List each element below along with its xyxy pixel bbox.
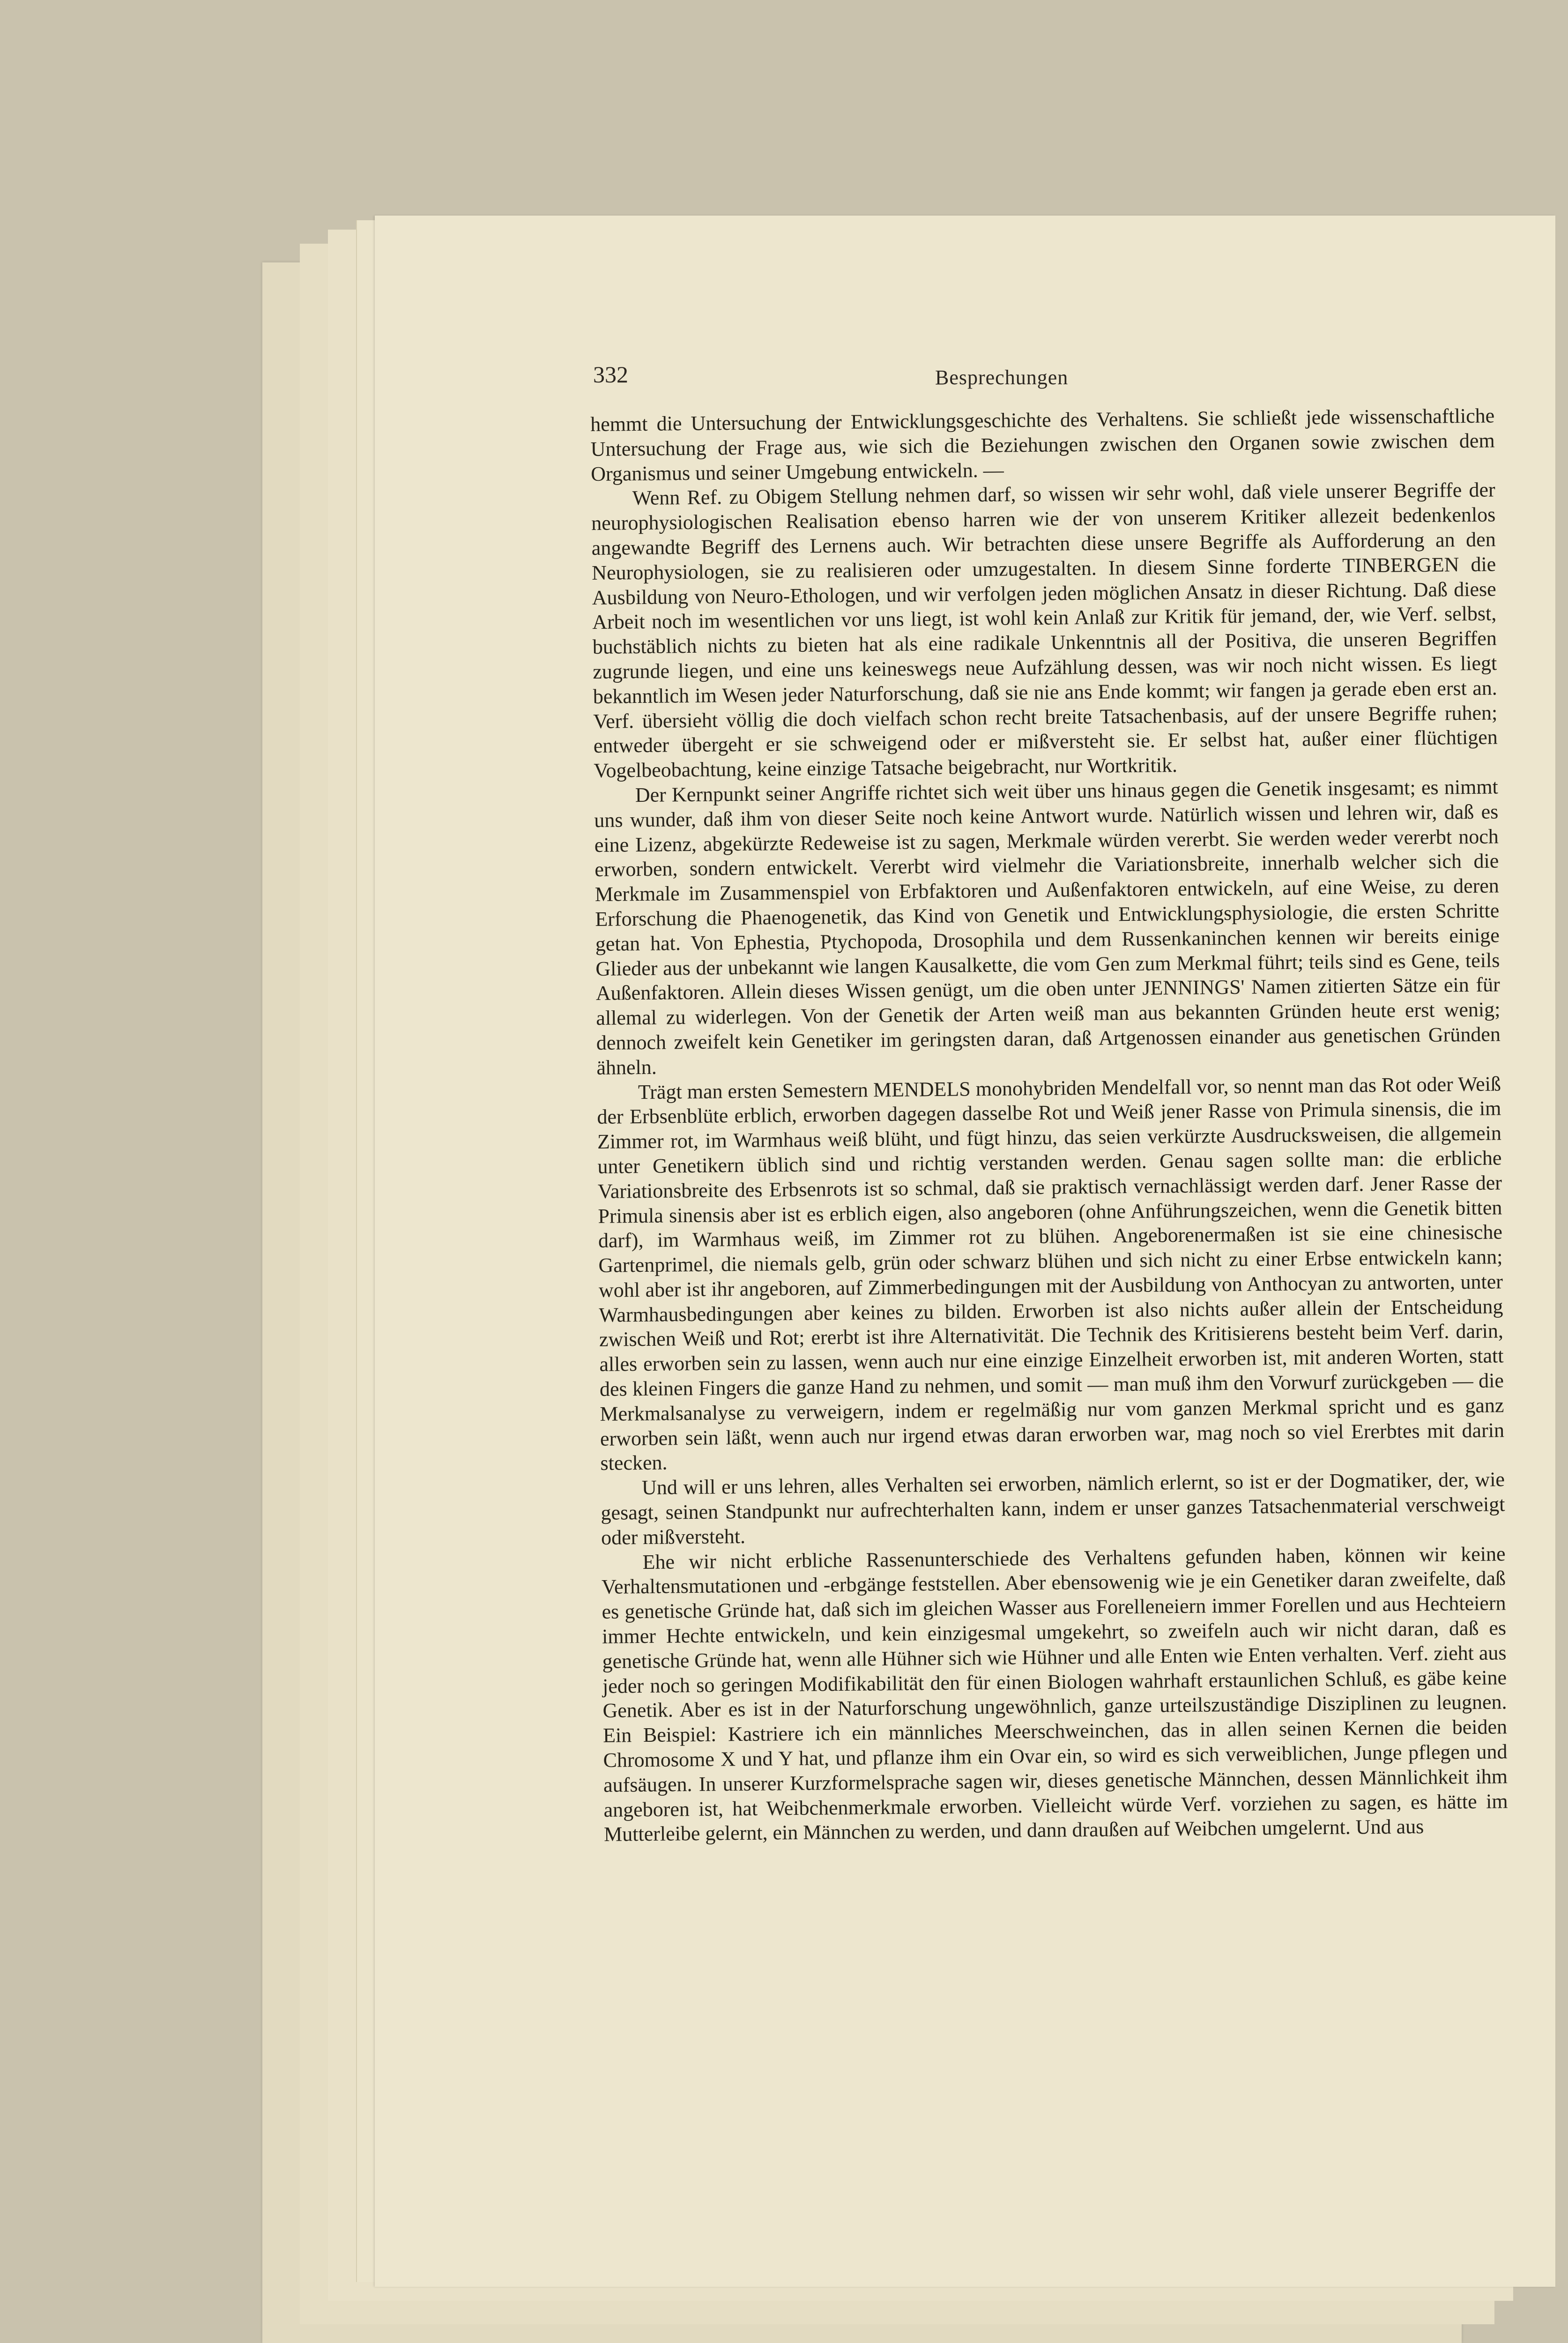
running-head: Besprechungen (935, 366, 1069, 389)
paragraph: Trägt man ersten Semestern MENDELS monohybriden Mendelfall vor, so nennt man das Rot oder Weiß der Erbsenblüte erblich, erworben dagegen dasselbe Rot und Weiß jener Rasse von Primula sinensis, die im Zimmer rot, im Warmhaus weiß blüht, und fügt hinzu, das seien verkürzte Ausdrucksweisen, die allgemein unter Genetikern üblich sind und richtig verstanden werden. Genau sagen sollte man: die erbliche Variationsbreite des Erbsenrots ist so schmal, daß sie praktisch vernachlässigt werden darf. Jener Rasse der Primula sinensis aber ist es erblich eigen, also angeboren (ohne Anführungszeichen, wenn die Genetik bitten darf), im Warmhaus weiß, im Zimmer rot zu blühen. Angeborenermaßen ist sie eine chinesische Gartenprimel, die niemals gelb, grün oder schwarz blühen und sich nicht zu einer Erbse entwickeln kann; wohl aber ist ihr angeboren, auf Zimmerbedingungen mit der Ausbildung von Anthocyan zu antworten, unter Warmhausbedingungen aber keines zu bilden. Erworben ist also nichts außer allein der Entscheidung zwischen Weiß und Rot; ererbt ist ihre Alternativität. Die Technik des Kritisierens besteht beim Verf. darin, alles erworben sein zu lassen, wenn auch nur eine einzige Einzelheit erworben ist, mit anderen Worten, statt des kleinen Fingers die ganze Hand zu nehmen, und somit — man muß ihm den Vorwurf zurückgeben — die Merkmalsanalyse zu verweigern, indem er regelmäßig nur vom ganzen Merkmal spricht und es ganz erworben sein läßt, wenn auch nur irgend etwas daran erworben war, mag noch so viel Ererbtes mit darin stecken. (597, 1072, 1505, 1475)
page-number: 332 (593, 361, 628, 388)
paragraph: Der Kernpunkt seiner Angriffe richtet sich weit über uns hinaus gegen die Genetik insgesamt; es nimmt uns wunder, daß ihm von dieser Seite noch keine Antwort wurde. Natürlich wissen und lehren wir, daß es eine Lizenz, abgekürzte Redeweise ist zu sagen, Merkmale würden vererbt. Sie werden weder vererbt noch erworben, sondern entwickelt. Vererbt wird vielmehr die Variationsbreite, innerhalb welcher sich die Merkmale im Zusammenspiel von Erbfaktoren und Außenfaktoren entwickeln, auf eine Weise, zu deren Erforschung die Phaenogenetik, das Kind von Genetik und Entwicklungsphysiologie, die ersten Schritte getan hat. Von Ephestia, Ptychopoda, Drosophila und dem Russenkaninchen kennen wir bereits einige Glieder aus der unbekannt wie langen Kausalkette, die vom Gen zum Merkmal führt; teils sind es Gene, teils Außenfaktoren. Allein dieses Wissen genügt, um die oben unter JENNINGS' Namen zitierten Sätze ein für allemal zu widerlegen. Von der Genetik der Arten weiß man aus bekannten Gründen heute erst wenig; dennoch zweifelt kein Genetiker im geringsten daran, daß Artgenossen einander aus genetischen Gründen ähneln. (594, 775, 1501, 1079)
paragraph: hemmt die Untersuchung der Entwicklungsgeschichte des Verhaltens. Sie schließt jede wissenschaftliche Untersuchung der Frage aus, wie sich die Beziehungen zwischen den Organen sowie zwischen dem Organismus und seiner Umgebung entwickeln. — (590, 404, 1495, 485)
paragraph: Und will er uns lehren, alles Verhalten sei erworben, nämlich erlernt, so ist er der Dogmatiker, der, wie gesagt, seinen Standpunkt nur aufrechterhalten kann, indem er unser ganzes Tatsachenmaterial verschweigt oder mißversteht. (601, 1468, 1505, 1549)
book-page (375, 216, 1555, 2287)
paragraph: Wenn Ref. zu Obigem Stellung nehmen darf, so wissen wir sehr wohl, daß viele unserer Begriffe der neurophysiologischen Realisation ebenso harren wie der von unserem Kritiker allezeit bedenkenlos angewandte Begriff des Lernens auch. Wir betrachten diese unsere Begriffe als Aufforderung an den Neurophysiologen, sie zu realisieren oder umzugestalten. In diesem Sinne forderte TINBERGEN die Ausbildung von Neuro-Ethologen, und wir verfolgen jeden möglichen Ansatz in dieser Richtung. Daß diese Arbeit noch im wesentlichen vor uns liegt, ist wohl kein Anlaß zur Kritik für jemand, der, wie Verf. selbst, buchstäblich nichts zu bieten hat als eine radikale Unkenntnis all der Positiva, die unseren Begriffen zugrunde liegen, und eine uns keineswegs neue Aufzählung dessen, was wir noch nicht wissen. Es liegt bekanntlich im Wesen jeder Naturforschung, daß sie nie ans Ende kommt; wir fangen ja gerade eben erst an. Verf. übersieht völlig die doch vielfach schon recht breite Tatsachenbasis, auf der unsere Begriffe ruhen; entweder übergeht er sie schweigend oder er mißversteht sie. Er selbst hat, außer einer flüchtigen Vogelbeobachtung, keine einzige Tatsache beigebracht, nur Wortkritik. (591, 478, 1498, 783)
paragraph: Ehe wir nicht erbliche Rassenunterschiede des Verhaltens gefunden haben, können wir keine Verhaltensmutationen und -erbgänge feststellen. Aber ebensowenig wie je ein Genetiker daran zweifelte, daß es genetische Gründe hat, daß sich im gleichen Wasser aus Forelleneiern immer Forellen und aus Hechteiern immer Hechte entwickeln, und kein einzigesmal umgekehrt, so zweifeln auch wir nicht daran, daß es genetische Gründe hat, wenn alle Hühner sich wie Hühner und alle Enten wie Enten verhalten. Verf. zieht aus jeder noch so geringen Modifikabilität den für einen Biologen wahrhaft erstaunlichen Schluß, es gäbe keine Genetik. Aber es ist in der Naturforschung ungewöhnlich, ganze urteilszuständige Disziplinen zu leugnen. Ein Beispiel: Kastriere ich ein männliches Meerschweinchen, das in allen seinen Kernen die beiden Chromosome X und Y hat, und pflanze ihm ein Ovar ein, so wird es sich verweiblichen, Junge pflegen und aufsäugen. In unserer Kurzformelsprache sagen wir, dieses genetische Männchen, dessen Männlichkeit ihm angeboren ist, hat Weibchenmerkmale erworben. Vielleicht würde Verf. vorziehen zu sagen, es hätte im Mutterleibe gelernt, ein Männchen zu werden, und dann draußen auf Weibchen umgelernt. Und aus (601, 1542, 1508, 1846)
body-text (590, 403, 1508, 1847)
page-header (593, 361, 1488, 398)
